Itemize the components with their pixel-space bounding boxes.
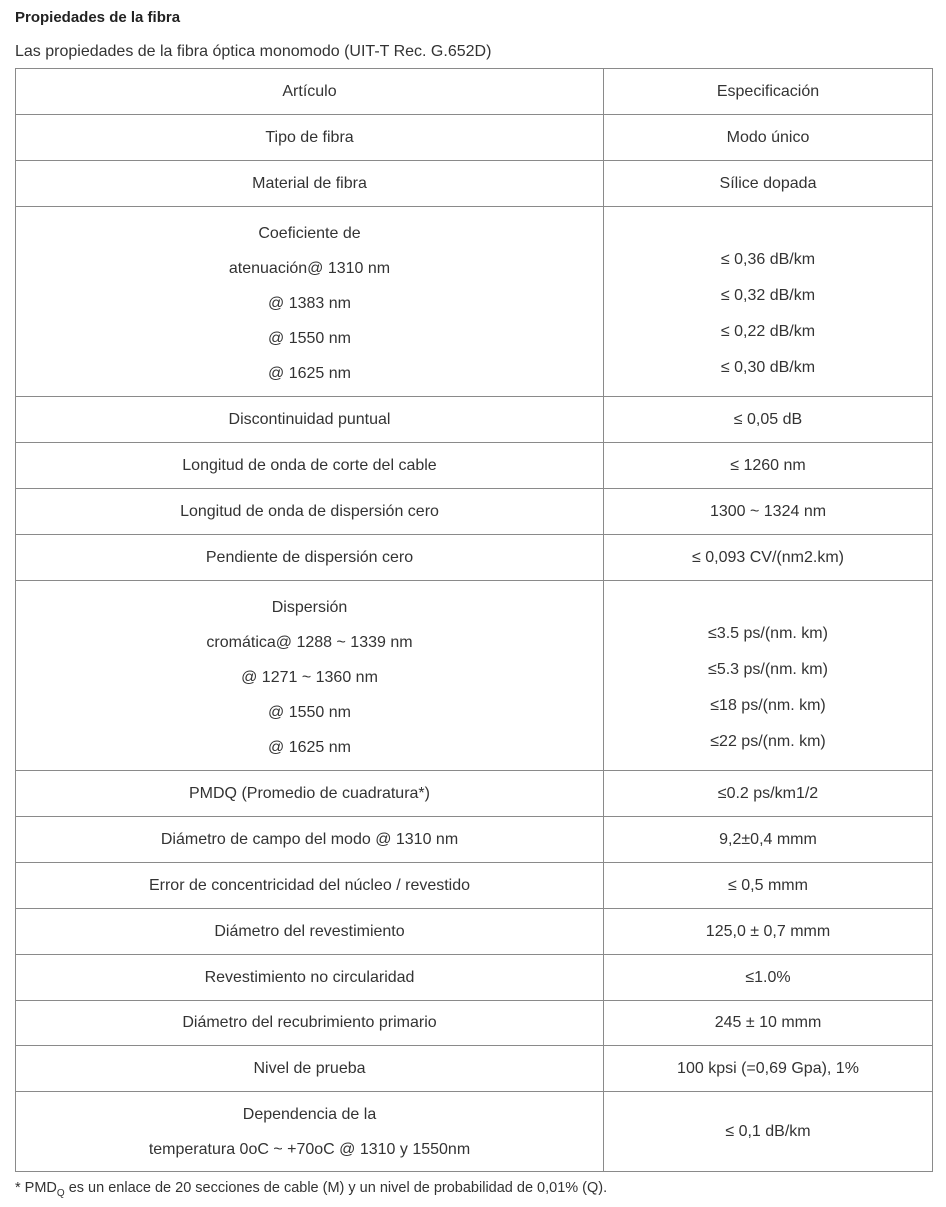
row-spec: 9,2±0,4 mmm: [604, 817, 933, 863]
header-spec: Especificación: [604, 69, 933, 115]
item-line: @ 1271 ~ 1360 nm: [241, 668, 378, 686]
table-row: [16, 115, 933, 161]
table-row: [16, 955, 933, 1001]
row-item: Pendiente de dispersión cero: [16, 535, 604, 581]
spec-line: ≤ 0,36 dB/km: [720, 251, 816, 268]
table-row: [16, 863, 933, 909]
row-item: Diámetro del revestimiento: [16, 909, 604, 955]
table-row: [16, 1092, 933, 1172]
row-spec: 100 kpsi (=0,69 Gpa), 1%: [604, 1046, 933, 1092]
item-line: @ 1625 nm: [268, 364, 351, 382]
spec-line: ≤ 0,30 dB/km: [720, 359, 816, 376]
footnote-subscript: Q: [56, 1187, 65, 1199]
page-title: Propiedades de la fibra: [15, 9, 181, 26]
row-item: [16, 1092, 604, 1172]
row-item: [16, 207, 604, 397]
row-item: Diámetro de campo del modo @ 1310 nm: [16, 817, 604, 863]
item-line: @ 1550 nm: [268, 329, 351, 347]
spec-line: ≤ 0,32 dB/km: [720, 287, 816, 304]
footnote-prefix: * PMD: [15, 1180, 57, 1196]
row-spec: 125,0 ± 0,7 mmm: [604, 909, 933, 955]
page-subtitle: Las propiedades de la fibra óptica monomodo (UIT-T Rec. G.652D): [15, 43, 492, 60]
row-spec: 1300 ~ 1324 nm: [604, 489, 933, 535]
table-row: [16, 207, 933, 397]
spec-line: ≤18 ps/(nm. km): [710, 697, 826, 714]
row-item: Longitud de onda de corte del cable: [16, 443, 604, 489]
footnote-text: es un enlace de 20 secciones de cable (M) y un nivel de probabilidad de 0,01% (Q).: [64, 1180, 608, 1196]
table-row: [16, 535, 933, 581]
row-spec: ≤ 0,1 dB/km: [604, 1092, 933, 1172]
spec-line: ≤22 ps/(nm. km): [710, 733, 826, 750]
row-spec: [604, 207, 933, 397]
row-spec: Sílice dopada: [604, 161, 933, 207]
fiber-properties-table: [15, 68, 933, 1172]
row-item: PMDQ (Promedio de cuadratura*): [16, 771, 604, 817]
table-header-row: [16, 69, 933, 115]
row-item: Tipo de fibra: [16, 115, 604, 161]
table-row: [16, 1001, 933, 1046]
table-row: [16, 581, 933, 771]
row-item: Discontinuidad puntual: [16, 397, 604, 443]
spec-line: ≤5.3 ps/(nm. km): [708, 661, 828, 678]
table-row: [16, 1046, 933, 1092]
row-spec: ≤ 0,05 dB: [604, 397, 933, 443]
footnote: [15, 1180, 607, 1199]
table-row: [16, 443, 933, 489]
table-row: [16, 817, 933, 863]
item-line: atenuación@ 1310 nm: [228, 259, 391, 277]
row-spec: ≤ 0,093 CV/(nm2.km): [604, 535, 933, 581]
table-row: [16, 489, 933, 535]
table-row: [16, 771, 933, 817]
item-line: Coeficiente de: [258, 224, 361, 242]
row-spec: ≤ 1260 nm: [604, 443, 933, 489]
item-line: @ 1550 nm: [268, 703, 351, 721]
row-item: Error de concentricidad del núcleo / revestido: [16, 863, 604, 909]
row-item: Diámetro del recubrimiento primario: [16, 1001, 604, 1046]
item-line: cromática@ 1288 ~ 1339 nm: [206, 633, 413, 651]
spec-line: ≤ 0,22 dB/km: [720, 323, 816, 340]
spec-line: ≤3.5 ps/(nm. km): [708, 625, 828, 642]
row-item: Longitud de onda de dispersión cero: [16, 489, 604, 535]
item-line: Dependencia de la: [242, 1105, 377, 1123]
item-line: @ 1383 nm: [268, 294, 351, 312]
row-spec: Modo único: [604, 115, 933, 161]
header-item: Artículo: [16, 69, 604, 115]
row-item: Revestimiento no circularidad: [16, 955, 604, 1001]
row-spec: [604, 581, 933, 771]
table-row: [16, 397, 933, 443]
row-item: [16, 581, 604, 771]
item-line: @ 1625 nm: [268, 738, 351, 756]
row-spec: ≤ 0,5 mmm: [604, 863, 933, 909]
table-row: [16, 161, 933, 207]
row-spec: 245 ± 10 mmm: [604, 1001, 933, 1046]
row-spec: ≤0.2 ps/km1/2: [604, 771, 933, 817]
item-line: Dispersión: [271, 598, 348, 616]
row-spec: ≤1.0%: [604, 955, 933, 1001]
row-item: Nivel de prueba: [16, 1046, 604, 1092]
table-row: [16, 909, 933, 955]
row-item: Material de fibra: [16, 161, 604, 207]
item-line: temperatura 0oC ~ +70oC @ 1310 y 1550nm: [148, 1140, 471, 1158]
